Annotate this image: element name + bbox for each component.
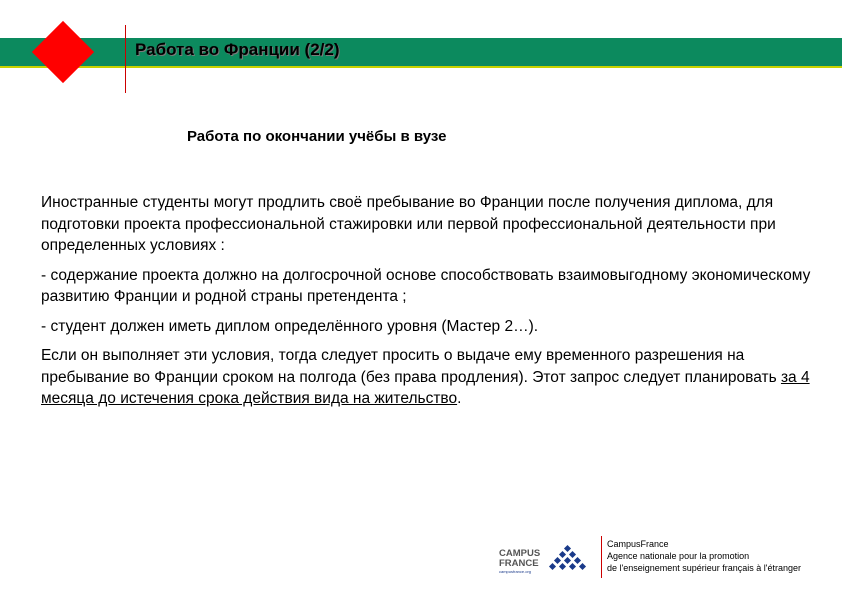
slide-subtitle: Работа по окончании учёбы в вузе bbox=[187, 128, 447, 145]
logo-triangle-icon bbox=[549, 545, 586, 570]
footer-org-line-3: de l'enseignement supérieur français à l'étranger bbox=[607, 563, 802, 573]
conclusion-end: . bbox=[457, 390, 462, 407]
paragraph-conclusion bbox=[41, 345, 811, 410]
logo-campus-text: CAMPUS bbox=[499, 548, 541, 559]
header-accent-line bbox=[0, 66, 842, 68]
logo-tagline-text: campusfrance.org bbox=[499, 569, 532, 574]
conclusion-text: Если он выполняет эти условия, тогда следует просить о выдаче ему временного разрешения на пребывание во Франции сроком на полгода (без права продления). Этот запрос следует планировать bbox=[41, 347, 781, 386]
red-diamond-icon bbox=[32, 21, 94, 83]
header-divider bbox=[125, 25, 126, 93]
campus-france-logo bbox=[497, 544, 592, 576]
slide-body bbox=[41, 192, 811, 418]
footer-org-name: CampusFrance bbox=[607, 539, 669, 549]
footer-org-info bbox=[607, 538, 801, 574]
slide-title: Работа во Франции (2/2) bbox=[135, 40, 340, 59]
footer-org-line-2: Agence nationale pour la promotion bbox=[607, 551, 750, 561]
logo-france-text: FRANCE bbox=[499, 558, 539, 569]
conclusion-underlined-text: за 4 месяца до истечения срока действия вида на жительство bbox=[41, 368, 810, 407]
footer-divider bbox=[601, 536, 602, 578]
paragraph-intro: Иностранные студенты могут продлить своё пребывание во Франции после получения диплома, для подготовки проекта профессиональной стажировки или первой профессиональной деятельности при определенных условиях : bbox=[41, 194, 776, 254]
paragraph-condition-1: - содержание проекта должно на долгосрочной основе способствовать взаимовыгодному экономическому развитию Франции и родной страны претендента ; bbox=[41, 266, 811, 305]
header-bar bbox=[0, 38, 842, 66]
paragraph-condition-2: - студент должен иметь диплом определённого уровня (Мастер 2…). bbox=[41, 317, 539, 335]
